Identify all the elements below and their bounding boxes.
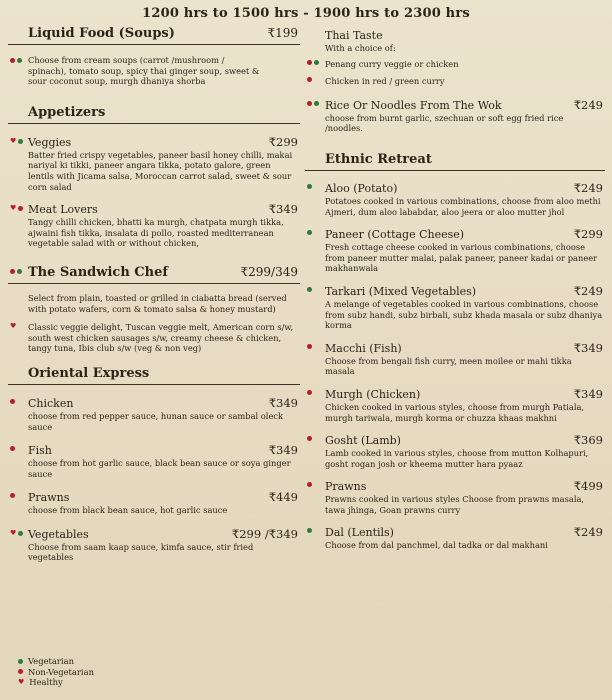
oriental-vegetables-price: ₹299 /₹349 [231, 526, 298, 541]
nonveg-veg-markers [307, 60, 319, 65]
dal-price: ₹249 [573, 525, 603, 540]
tarkari-price: ₹249 [573, 283, 603, 298]
oriental-prawns-price: ₹449 [268, 490, 298, 505]
sandwich-options [8, 322, 300, 354]
legend-nonveg-label: Non-Vegetarian [28, 666, 94, 677]
item-name-row [325, 99, 605, 112]
legend-nonveg [18, 667, 94, 678]
veg-dot-icon [307, 230, 312, 235]
aloo-price: ₹249 [573, 180, 603, 195]
non-veg-dot-icon [307, 77, 312, 82]
veg-dot-icon [314, 60, 319, 65]
ethnic-title: Ethnic Retreat [325, 151, 432, 167]
oriental-chicken-description: choose from red pepper sauce, hunan sauce or sambal oleck sauce [28, 410, 284, 432]
thai-taste-sub: With a choice of: [325, 43, 396, 53]
veg-dot-icon [17, 58, 22, 63]
sandwich-price: ₹299/349 [240, 264, 298, 279]
legend-healthy [18, 677, 94, 688]
non-veg-dot-icon [18, 206, 23, 211]
sandwich-description: Select from plain, toasted or grilled in ciabatta bread (served with potato wafers, corn & tomato salsa & honey mustard) [28, 292, 287, 314]
veg-marker [307, 230, 312, 235]
rice-noodles-wok [305, 99, 605, 134]
murgh-price: ₹349 [573, 386, 603, 401]
non-veg-dot-icon [10, 493, 15, 498]
item-name-row [325, 342, 605, 355]
thai-option-chicken [305, 76, 605, 87]
item-name-row [325, 526, 605, 539]
non-veg-dot-icon [307, 101, 312, 106]
meat-lovers-name: Meat Lovers [28, 203, 98, 217]
oriental-item-vegetables [8, 528, 300, 563]
ethnic-item-tarkari [305, 285, 605, 331]
ethnic-prawns-price: ₹499 [573, 479, 603, 494]
healthy-heart-icon: ♥ [10, 528, 17, 537]
murgh-description: Chicken cooked in various styles, choose from murgh Patiala, murgh tariwala, murgh korma or chuzza khaas makhni [325, 401, 585, 423]
oriental-item-fish [8, 444, 300, 479]
oriental-fish-description: choose from hot garlic sauce, black bean sauce or soya ginger sauce [28, 458, 291, 479]
oriental-prawns-description: choose from black bean sauce, hot garlic sauce [28, 505, 228, 516]
nonveg-marker [307, 436, 312, 441]
healthy-heart-icon: ♥ [10, 322, 17, 331]
veg-dot-icon [307, 528, 312, 533]
legend-healthy-label: Healthy [29, 677, 63, 687]
healthy-heart-icon: ♥ [10, 136, 17, 145]
rice-noodles-name: Rice Or Noodles From The Wok [325, 98, 502, 112]
oriental-item-prawns [8, 491, 300, 516]
right-column [305, 29, 605, 551]
ethnic-item-paneer [305, 228, 605, 274]
item-name-row [325, 480, 605, 493]
nonveg-marker [307, 77, 312, 82]
item-name-row [28, 203, 300, 216]
veg-healthy-markers [10, 138, 23, 145]
veg-marker [307, 184, 312, 189]
gosht-name: Gosht (Lamb) [325, 434, 401, 448]
appetizers-title: Appetizers [28, 104, 106, 120]
nonveg-marker [10, 446, 15, 451]
oriental-chicken-name: Chicken [28, 396, 74, 410]
paneer-price: ₹299 [573, 227, 603, 242]
item-name-row [325, 388, 605, 401]
non-veg-dot-icon [307, 436, 312, 441]
non-veg-dot-icon [10, 446, 15, 451]
sandwich-options-description: Classic veggie delight, Tuscan veggie melt, American corn s/w, south west chicken sausages s/w, creamy cheese & chicken, tangy tuna, Ibis club s/w (veg & non veg) [28, 322, 294, 354]
item-name-row [325, 228, 605, 241]
veg-nonveg-markers [10, 58, 22, 63]
item-name-row [28, 397, 300, 410]
macchi-description: Choose from bengali fish curry, meen moilee or mahi tikka masala [325, 355, 572, 377]
veg-marker [307, 528, 312, 533]
section-title-sandwich [8, 265, 300, 284]
paneer-name: Paneer (Cottage Cheese) [325, 228, 465, 242]
paneer-description: Fresh cottage cheese cooked in various combinations, choose from paneer mutter malai, palak paneer, paneer kadai or paneer makhanwala [325, 242, 598, 274]
appetizer-meat-lovers [8, 203, 300, 249]
nonveg-marker [10, 399, 15, 404]
tarkari-description: A melange of vegetables cooked in various combinations, choose from subz handi, subz birbali, subz khada masala or subz dhaniya korma [325, 298, 603, 331]
meat-lovers-description: Tangy chilli chicken, bhatti ka murgh, chatpata murgh tikka, ajwaini fish tikka, insalata di pollo, roasted mediterranean vegetable salad with or without chicken, [28, 217, 284, 249]
oriental-fish-name: Fish [28, 444, 52, 458]
soups-item [8, 55, 300, 87]
ethnic-item-dal [305, 526, 605, 551]
rice-noodles-description: choose from burnt garlic, szechuan or soft egg fried rice /noodles. [325, 112, 564, 134]
thai-option-chicken-text: Chicken in red / green curry [325, 76, 445, 87]
oriental-title: Oriental Express [28, 365, 150, 381]
nonveg-veg-markers [307, 101, 319, 106]
dal-name: Dal (Lentils) [325, 526, 394, 540]
non-veg-dot-icon [307, 482, 312, 487]
nonveg-marker [307, 344, 312, 349]
soups-title: Liquid Food (Soups) [28, 26, 175, 41]
item-name-row [325, 434, 605, 447]
item-name-row [28, 528, 300, 541]
gosht-description: Lamb cooked in various styles, choose from mutton Kolhapuri, gosht rogan josh or kheema mutter hara pyaaz [325, 448, 589, 469]
thai-option-penang [305, 59, 605, 70]
nonveg-marker [307, 390, 312, 395]
oriental-chicken-price: ₹349 [268, 395, 298, 410]
veg-dot-icon [307, 287, 312, 292]
veg-dot-icon [18, 139, 23, 144]
veggies-description: Batter fried crispy vegetables, paneer basil honey chilli, makai nariyal ki tikki, paneer angara tikka, potato galore, green lentils with Jicama salsa, Moroccan carrot salad, sweet & sour corn salad [28, 149, 293, 192]
veggies-name: Veggies [28, 135, 72, 149]
veg-nonveg-markers [10, 269, 22, 274]
item-name-row [325, 182, 605, 195]
left-column [8, 26, 300, 563]
ethnic-prawns-name: Prawns [325, 480, 367, 494]
section-title-appetizers [8, 105, 300, 124]
item-name-row [325, 285, 605, 298]
legend-veg [18, 656, 94, 667]
veg-dot-icon [18, 531, 23, 536]
ethnic-item-gosht [305, 434, 605, 469]
oriental-fish-price: ₹349 [268, 443, 298, 458]
oriental-item-chicken [8, 397, 300, 432]
section-title-soups [8, 26, 300, 45]
veg-healthy-markers [10, 530, 23, 537]
section-title-ethnic [305, 152, 605, 171]
ethnic-item-murgh [305, 388, 605, 423]
veg-dot-icon [314, 101, 319, 106]
non-veg-dot-icon [10, 58, 15, 63]
nonveg-marker [307, 482, 312, 487]
soups-description: Choose from cream soups (carrot /mushroom / spinach), tomato soup, spicy thai ginger soup, sweet & sour coconut soup, murgh dhaniya shorba [28, 55, 260, 87]
murgh-name: Murgh (Chicken) [325, 387, 421, 401]
non-veg-dot-icon [10, 269, 15, 274]
gosht-price: ₹369 [573, 433, 603, 448]
item-name-row [28, 136, 300, 149]
section-title-oriental [8, 366, 300, 385]
aloo-name: Aloo (Potato) [325, 181, 398, 195]
rice-noodles-price: ₹249 [573, 97, 603, 112]
healthy-heart-icon: ♥ [10, 204, 17, 213]
oriental-prawns-name: Prawns [28, 491, 70, 505]
veg-dot-icon [17, 269, 22, 274]
legend-veg-label: Vegetarian [28, 656, 74, 666]
macchi-name: Macchi (Fish) [325, 341, 402, 355]
non-veg-dot-icon [10, 399, 15, 404]
sandwich-title: The Sandwich Chef [28, 264, 168, 280]
oriental-vegetables-description: Choose from saam kaap sauce, kimfa sauce, stir fried vegetables [28, 541, 254, 563]
nonveg-healthy-markers [10, 205, 23, 212]
non-veg-dot-icon [307, 390, 312, 395]
dal-description: Choose from dal panchmel, dal tadka or dal makhani [325, 540, 548, 551]
legend [18, 656, 94, 688]
ethnic-item-prawns [305, 480, 605, 515]
veg-marker [307, 287, 312, 292]
meat-lovers-price: ₹349 [268, 202, 298, 217]
macchi-price: ₹349 [573, 340, 603, 355]
oriental-vegetables-name: Vegetables [28, 527, 89, 541]
healthy-heart-icon: ♥ [18, 677, 25, 686]
thai-taste [305, 29, 605, 54]
healthy-marker [10, 323, 16, 330]
nonveg-marker [10, 493, 15, 498]
tarkari-name: Tarkari (Mixed Vegetables) [325, 284, 477, 298]
ethnic-prawns-description: Prawns cooked in various styles Choose from prawns masala, tawa jhinga, Goan prawns curry [325, 494, 585, 515]
veggies-price: ₹299 [268, 134, 298, 149]
non-veg-dot-icon [307, 344, 312, 349]
veg-dot-icon [18, 659, 23, 664]
appetizer-veggies [8, 136, 300, 192]
service-hours: 1200 hrs to 1500 hrs - 1900 hrs to 2300 hrs [142, 6, 470, 21]
item-name-row [28, 444, 300, 457]
soups-price: ₹199 [267, 26, 298, 40]
non-veg-dot-icon [18, 669, 23, 674]
veg-dot-icon [307, 184, 312, 189]
ethnic-item-macchi [305, 342, 605, 377]
aloo-description: Potatoes cooked in various combinations, choose from aloo methi Ajmeri, dum aloo lababdar, aloo jeera or aloo mutter jhol [325, 195, 601, 217]
thai-option-penang-text: Penang curry veggie or chicken [325, 58, 459, 69]
item-name-row [28, 491, 300, 504]
thai-taste-name: Thai Taste [325, 29, 383, 42]
non-veg-dot-icon [307, 60, 312, 65]
ethnic-item-aloo [305, 182, 605, 217]
